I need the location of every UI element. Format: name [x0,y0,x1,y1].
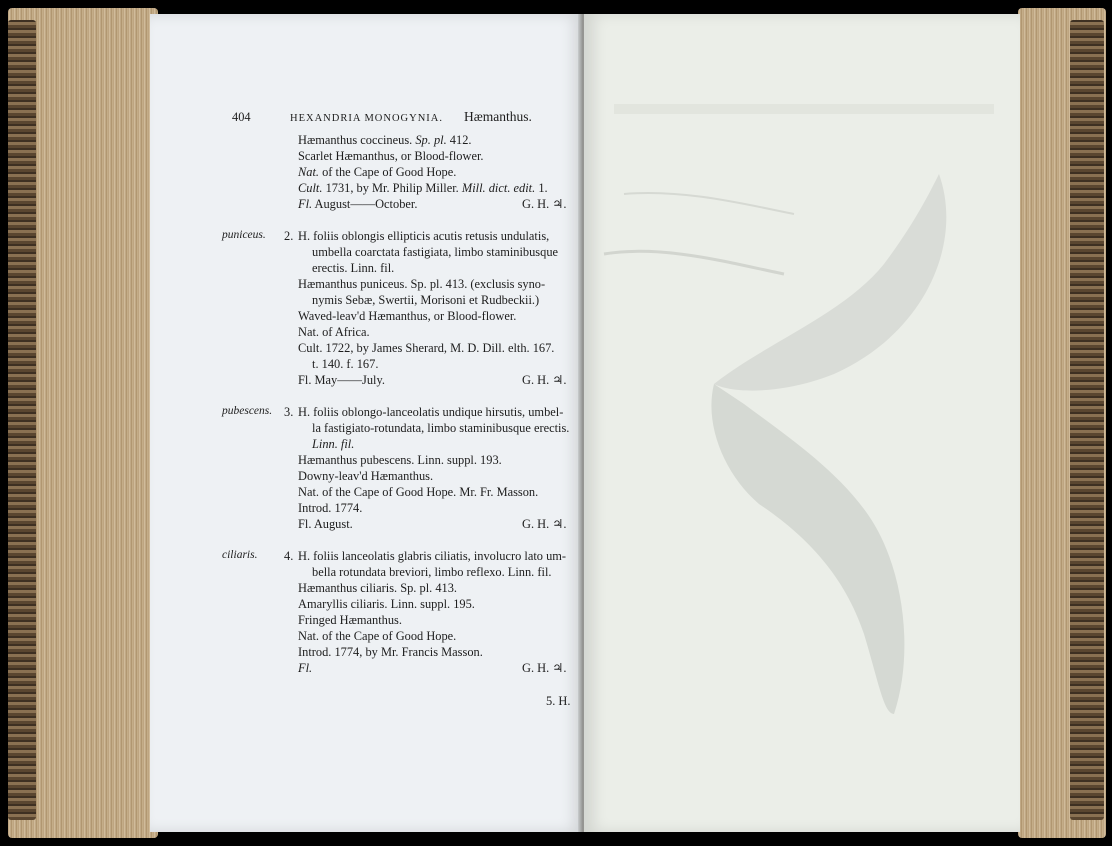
entry-4-line: H. foliis lanceolatis glabris ciliatis, involucro lato um- [298,549,567,563]
right-fore-edge [1070,20,1104,820]
entry-3-line: Linn. fil. [312,437,355,451]
entry-4-line: bella rotundata breviori, limbo reflexo. Linn. fil. [312,565,552,579]
show-through-leaf-illustration [584,14,1020,832]
catchword: 5. H. [546,694,571,708]
entry-2-line: H. foliis oblongis ellipticis acutis retusis undulatis, [298,229,550,243]
left-fore-edge [8,20,36,820]
entry-2-line: Nat. of Africa. [298,325,370,339]
entry-4-gh: G. H. ♃. [522,661,567,675]
margin-label-puniceus: puniceus. [222,229,266,241]
entry-4-line: Introd. 1774, by Mr. Francis Masson. [298,645,483,659]
entry-top-line-1: Hæmanthus coccineus. Sp. pl. 412. [298,133,472,147]
entry-4-line: Nat. of the Cape of Good Hope. [298,629,457,643]
entry-2-line: Cult. 1722, by James Sherard, M. D. Dill. elth. 167. [298,341,555,355]
entry-3-line: Introd. 1774. [298,501,363,515]
entry-3-gh: G. H. ♃. [522,517,567,531]
entry-2-line: erectis. Linn. fil. [312,261,395,275]
entry-3-line: la fastigiato-rotundata, limbo staminibusque erectis. [312,421,570,435]
right-page-plate-reverse [584,14,1020,832]
entry-3-line: Hæmanthus pubescens. Linn. suppl. 193. [298,453,502,467]
entry-top-gh: G. H. ♃. [522,197,567,211]
entry-2-gh: G. H. ♃. [522,373,567,387]
entry-2-line: nymis Sebæ, Swertii, Morisoni et Rudbeckii.) [312,293,540,307]
entry-3-line: Fl. August. [298,517,353,531]
entry-2-line: Hæmanthus puniceus. Sp. pl. 413. (exclusis syno- [298,277,546,291]
entry-4-line: Amaryllis ciliaris. Linn. suppl. 195. [298,597,475,611]
entry-3-line: Downy-leav'd Hæmanthus. [298,469,434,483]
left-page [150,14,582,832]
entry-4-line: Hæmanthus ciliaris. Sp. pl. 413. [298,581,458,595]
entry-top-line-2: Scarlet Hæmanthus, or Blood-flower. [298,149,484,163]
entry-number-3: 3. [284,405,294,419]
margin-label-ciliaris: ciliaris. [222,549,258,561]
entry-2-line: umbella coarctata fastigiata, limbo staminibusque [312,245,559,259]
entry-number-4: 4. [284,549,294,563]
entry-2-line: t. 140. f. 167. [312,357,379,371]
entry-2-line: Fl. May——July. [298,373,385,387]
entry-top-line-4: Cult. 1731, by Mr. Philip Miller. Mill. dict. edit. 1. [298,181,548,195]
page-number: 404 [232,110,251,124]
entry-top-line-5: Fl. August——October. [298,197,418,211]
entry-number-2: 2. [284,229,294,243]
entry-3-line: H. foliis oblongo-lanceolatis undique hirsutis, umbel- [298,405,564,419]
entry-2-line: Waved-leav'd Hæmanthus, or Blood-flower. [298,309,517,323]
running-title: HEXANDRIA MONOGYNIA. [290,113,443,124]
entry-4-line: Fl. [298,661,313,675]
margin-label-pubescens: pubescens. [222,405,273,417]
entry-top-line-3: Nat. of the Cape of Good Hope. [298,165,457,179]
entry-4-line: Fringed Hæmanthus. [298,613,402,627]
running-genus: Hæmanthus. [464,109,532,124]
entry-3-line: Nat. of the Cape of Good Hope. Mr. Fr. Masson. [298,485,539,499]
